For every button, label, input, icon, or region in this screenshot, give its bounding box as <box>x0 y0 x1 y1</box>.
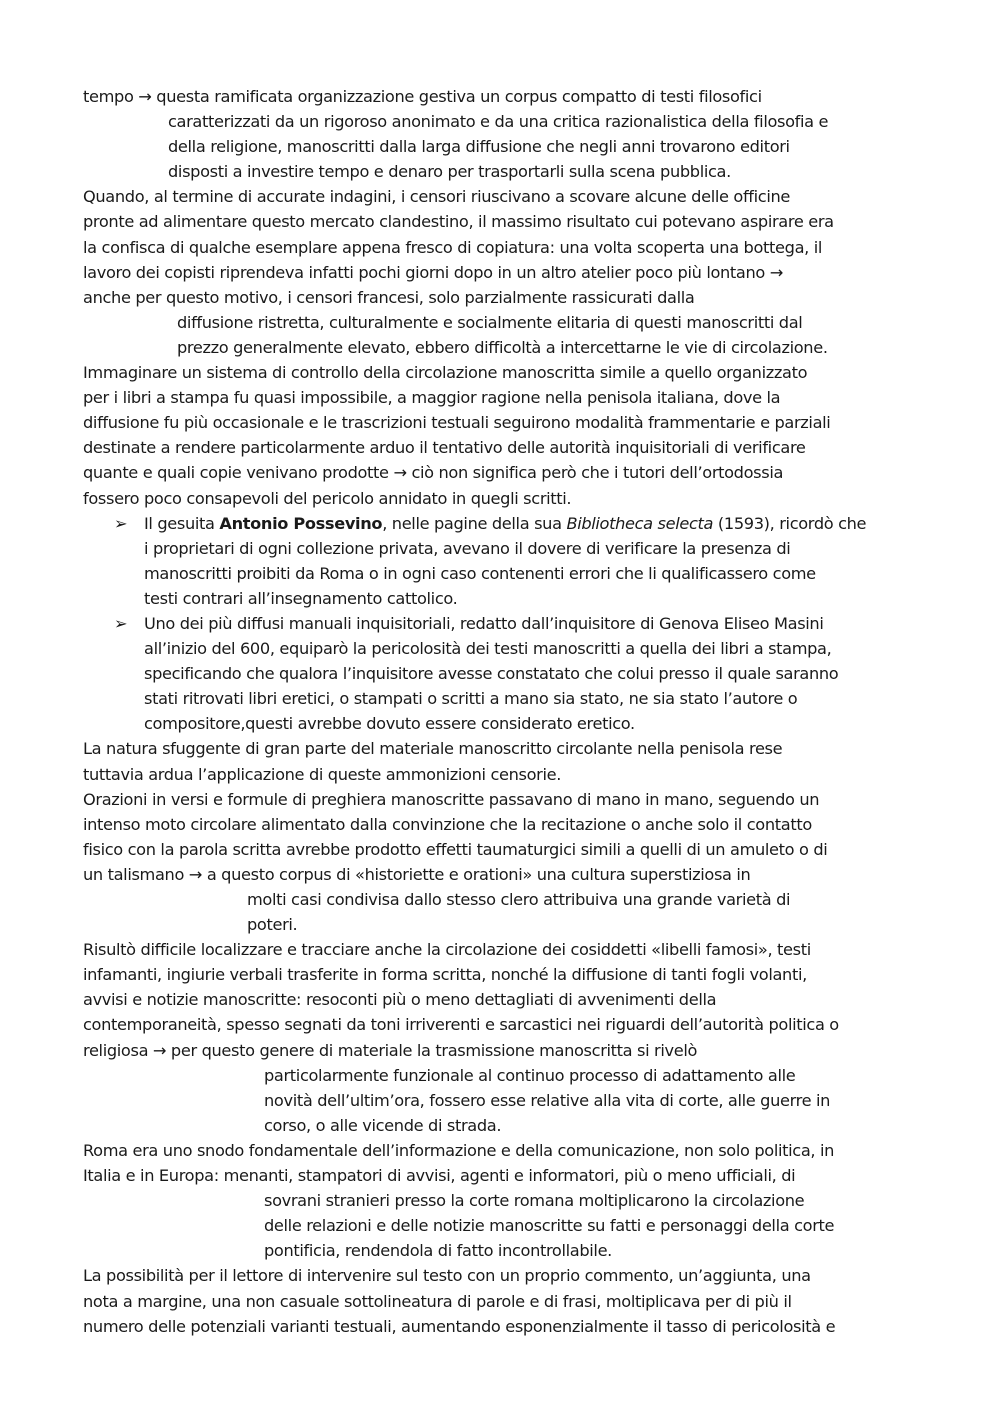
text-line: diffusione fu più occasionale e le trascrizioni testuali seguirono modalità frammentarie e parziali <box>83 413 831 433</box>
text-line: pronte ad alimentare questo mercato clandestino, il massimo risultato cui potevano aspirare era <box>83 212 834 232</box>
text-line: i proprietari di ogni collezione privata, avevano il dovere di verificare la presenza di <box>144 538 791 558</box>
text-line: manoscritti proibiti da Roma o in ogni caso contenenti errori che li qualificassero come <box>144 563 816 583</box>
text-line: Quando, al termine di accurate indagini, i censori riuscivano a scovare alcune delle officine <box>83 187 791 207</box>
text-line: fisico con la parola scritta avrebbe prodotto effetti taumaturgici simili a quelli di un amuleto o di <box>83 839 828 859</box>
text-line: tuttavia ardua l’applicazione di queste ammonizioni censorie. <box>83 764 562 784</box>
arrow-bullet-icon: ➢ <box>114 513 128 533</box>
text-line: anche per questo motivo, i censori francesi, solo parzialmente rassicurati dalla <box>83 287 695 307</box>
text-line: destinate a rendere particolarmente arduo il tentativo delle autorità inquisitoriali di verificare <box>83 438 806 458</box>
text-line: Immaginare un sistema di controllo della circolazione manoscritta simile a quello organizzato <box>83 363 808 383</box>
text-line: Risultò difficile localizzare e tracciare anche la circolazione dei cosiddetti «libelli famosi», testi <box>83 940 811 960</box>
text-line: per i libri a stampa fu quasi impossibile, a maggior ragione nella penisola italiana, dove la <box>83 388 781 408</box>
text-line: un talismano → a questo corpus di «historiette e orationi» una cultura superstiziosa in <box>83 864 751 884</box>
text-line: poteri. <box>247 915 298 935</box>
text-line: testi contrari all’insegnamento cattolico. <box>144 588 458 608</box>
book-title: Bibliotheca selecta <box>566 513 714 533</box>
text-line: nota a margine, una non casuale sottolineatura di parole e di frasi, moltiplicava per di più il <box>83 1291 792 1311</box>
author-name: Antonio Possevino <box>219 513 383 533</box>
text-line: la confisca di qualche esemplare appena fresco di copiatura: una volta scoperta una bottega, il <box>83 237 823 257</box>
text-run: , nelle pagine della sua <box>382 513 567 533</box>
text-line: infamanti, ingiurie verbali trasferite in forma scritta, nonché la diffusione di tanti fogli volanti, <box>83 965 807 985</box>
text-run: Uno dei più diffusi manuali inquisitoriali, redatto dall’inquisitore di Genova Eliseo Masini <box>144 613 824 633</box>
text-line: pontificia, rendendola di fatto incontrollabile. <box>264 1241 612 1261</box>
text-line: compositore,questi avrebbe dovuto essere considerato eretico. <box>144 714 635 734</box>
text-line: sovrani stranieri presso la corte romana moltiplicarono la circolazione <box>264 1191 805 1211</box>
text-line: delle relazioni e delle notizie manoscritte su fatti e personaggi della corte <box>264 1216 835 1236</box>
text-line: della religione, manoscritti dalla larga diffusione che negli anni trovarono editori <box>168 137 790 157</box>
text-line: La natura sfuggente di gran parte del materiale manoscritto circolante nella penisola rese <box>83 739 783 759</box>
text-line: specificando che qualora l’inquisitore avesse constatato che colui presso il quale saranno <box>144 664 839 684</box>
text-line: tempo → questa ramificata organizzazione gestiva un corpus compatto di testi filosofici <box>83 87 762 106</box>
text-line: avvisi e notizie manoscritte: resoconti più o meno dettagliati di avvenimenti della <box>83 990 717 1010</box>
text-line: corso, o alle vicende di strada. <box>264 1115 502 1135</box>
text-line: lavoro dei copisti riprendeva infatti pochi giorni dopo in un altro atelier poco più lontano → <box>83 262 783 282</box>
arrow-bullet-icon: ➢ <box>114 613 128 633</box>
text-line: Italia e in Europa: menanti, stampatori di avvisi, agenti e informatori, più o meno ufficiali, di <box>83 1166 796 1186</box>
text-run: (1593), ricordò che <box>713 513 867 533</box>
text-line: quante e quali copie venivano prodotte → ciò non significa però che i tutori dell’ortodossia <box>83 463 784 483</box>
text-line: La possibilità per il lettore di intervenire sul testo con un proprio commento, un’aggiunta, una <box>83 1266 811 1286</box>
text-line: numero delle potenziali varianti testuali, aumentando esponenzialmente il tasso di pericolosità e <box>83 1316 836 1336</box>
text-run: Il gesuita <box>144 513 220 533</box>
text-line: intenso moto circolare alimentato dalla convinzione che la recitazione o anche solo il contatto <box>83 814 812 834</box>
text-line: diffusione ristretta, culturalmente e socialmente elitaria di questi manoscritti dal <box>177 312 803 332</box>
text-line: particolarmente funzionale al continuo processo di adattamento alle <box>264 1065 796 1085</box>
document-page <box>83 84 918 1339</box>
text-line: contemporaneità, spesso segnati da toni irriverenti e sarcastici nei riguardi dell’autorità politica o <box>83 1015 839 1035</box>
text-line: all’inizio del 600, equiparò la pericolosità dei testi manoscritti a quella dei libri a stampa, <box>144 639 832 659</box>
text-line: fossero poco consapevoli del pericolo annidato in quegli scritti. <box>83 488 572 508</box>
text-line: religiosa → per questo genere di materiale la trasmissione manoscritta si rivelò <box>83 1040 698 1060</box>
text-line: stati ritrovati libri eretici, o stampati o scritti a mano sia stato, ne sia stato l’autore o <box>144 689 798 709</box>
text-line: molti casi condivisa dallo stesso clero attribuiva una grande varietà di <box>247 890 791 909</box>
text-line: caratterizzati da un rigoroso anonimato e da una critica razionalistica della filosofia e <box>168 112 829 132</box>
bullet-item <box>83 511 918 536</box>
text-line: prezzo generalmente elevato, ebbero difficoltà a intercettarne le vie di circolazione. <box>177 337 828 357</box>
text-line: Orazioni in versi e formule di preghiera manoscritte passavano di mano in mano, seguendo un <box>83 789 820 809</box>
bullet-item <box>83 611 918 636</box>
text-line: Roma era uno snodo fondamentale dell’informazione e della comunicazione, non solo politica, in <box>83 1140 835 1160</box>
text-line: disposti a investire tempo e denaro per trasportarli sulla scena pubblica. <box>168 162 731 182</box>
text-line: novità dell’ultim’ora, fossero esse relative alla vita di corte, alle guerre in <box>264 1090 831 1110</box>
